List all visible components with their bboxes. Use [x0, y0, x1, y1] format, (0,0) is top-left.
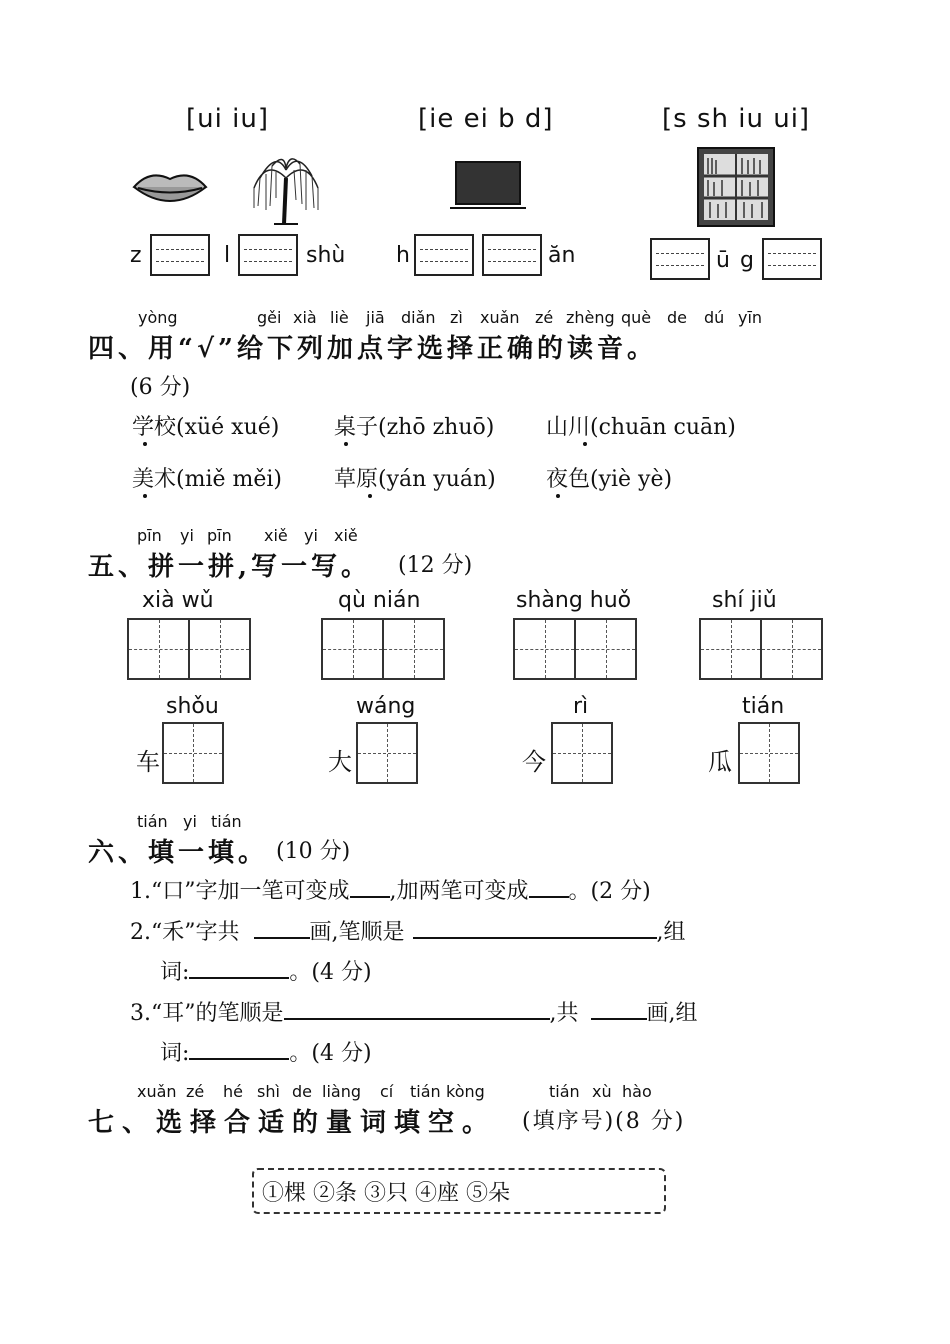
writing-grid[interactable] [574, 618, 637, 680]
writing-grid[interactable] [188, 618, 251, 680]
blackboard-picture [448, 158, 528, 214]
emphasis-dot [556, 494, 560, 498]
word-pinyin: qù nián [338, 588, 421, 613]
pinyin: xuǎn [137, 1082, 177, 1101]
bookshelf-picture [696, 146, 776, 228]
section6-title: 六、填一填。 [88, 838, 269, 868]
q1-text-b: ,加两笔可变成 [389, 879, 529, 904]
q1-text-a: 1.“口”字加一笔可变成 [130, 879, 350, 904]
pinyin: zì [450, 308, 463, 327]
pinyin-answer-box[interactable] [414, 234, 474, 276]
pinyin: què [621, 308, 652, 327]
pinyin: dú [704, 308, 725, 327]
bracket-group-2: [ie ei b d] [418, 104, 554, 134]
pinyin: yi [180, 526, 194, 545]
section7-title: 七、选择合适的量词填空。 [88, 1108, 497, 1138]
letter-l: l [224, 243, 231, 268]
base-char: 瓜 [708, 748, 732, 776]
writing-grid[interactable] [127, 618, 190, 680]
writing-grid[interactable] [551, 722, 613, 784]
writing-grid[interactable] [162, 722, 224, 784]
emphasis-dot [143, 442, 147, 446]
lips-picture [130, 165, 210, 215]
pinyin-answer-box[interactable] [762, 238, 822, 280]
pinyin-answer-box[interactable] [482, 234, 542, 276]
emphasis-dot [583, 442, 587, 446]
pinyin-shu: shù [306, 243, 346, 268]
pinyin: kòng [446, 1082, 485, 1101]
section6-score: (10 分) [276, 839, 351, 864]
bracket-group-3: [s sh iu ui] [662, 104, 811, 134]
emphasis-dot [344, 442, 348, 446]
q2-text-d: 词: [160, 960, 190, 985]
letter-z: z [130, 243, 142, 268]
char-pinyin: tián [742, 694, 785, 719]
pinyin: zhèng [566, 308, 615, 327]
pinyin: gěi [257, 308, 282, 327]
pinyin-an: ăn [548, 243, 576, 268]
pinyin: cí [380, 1082, 394, 1101]
q3-text-c: 画,组 [646, 1001, 698, 1026]
willow-tree-picture [246, 148, 326, 226]
answer-blank[interactable] [189, 1058, 289, 1060]
question-3 [130, 996, 698, 1027]
writing-grid[interactable] [382, 618, 445, 680]
answer-blank[interactable] [254, 937, 310, 939]
pinyin: diǎn [401, 308, 436, 327]
pinyin-answer-box[interactable] [238, 234, 298, 276]
answer-blank[interactable] [284, 1018, 550, 1020]
reading-item[interactable]: 学校(xüé xué) [132, 415, 280, 440]
char-pinyin: wáng [356, 694, 416, 719]
emphasis-dot [368, 494, 372, 498]
q1-text-c: 。(2 分) [568, 879, 651, 904]
measure-word-options: ①棵 ②条 ③只 ④座 ⑤朵 [262, 1181, 510, 1206]
pinyin: hào [622, 1082, 652, 1101]
q3-text-a: 3.“耳”的笔顺是 [130, 1001, 284, 1026]
pinyin: xiě [264, 526, 288, 545]
pinyin: shì [257, 1082, 280, 1101]
pinyin: de [292, 1082, 312, 1101]
pinyin: xiě [334, 526, 358, 545]
section7-score: (填序号)(8 分) [522, 1109, 686, 1134]
pinyin: pīn [137, 526, 162, 545]
answer-blank[interactable] [350, 896, 390, 898]
section4-score: (6 分) [130, 375, 191, 400]
pinyin: tián [137, 812, 168, 831]
section5-score: (12 分) [398, 553, 473, 578]
pinyin: hé [223, 1082, 243, 1101]
pinyin: liè [330, 308, 349, 327]
answer-blank[interactable] [413, 937, 657, 939]
pinyin: jiā [366, 308, 385, 327]
q2-text-a: 2.“禾”字共 [130, 920, 240, 945]
pinyin: yòng [138, 308, 178, 327]
char-pinyin: rì [573, 694, 589, 719]
pinyin-answer-box[interactable] [150, 234, 210, 276]
writing-grid[interactable] [356, 722, 418, 784]
bracket-group-1: [ui iu] [186, 104, 269, 134]
char-pinyin: shǒu [166, 694, 219, 719]
writing-grid[interactable] [513, 618, 576, 680]
base-char: 大 [328, 748, 352, 776]
writing-grid[interactable] [699, 618, 762, 680]
pinyin: de [667, 308, 687, 327]
letter-u: ū [716, 248, 730, 273]
question-2 [130, 915, 686, 946]
q3-text-b: ,共 [549, 1001, 579, 1026]
writing-grid[interactable] [738, 722, 800, 784]
q3-text-d: 词: [160, 1041, 190, 1066]
word-pinyin: xià wǔ [142, 588, 214, 613]
question-3-cont [160, 1036, 372, 1067]
q2-text-e: 。(4 分) [289, 960, 372, 985]
pinyin: xuǎn [480, 308, 520, 327]
pinyin: xià [293, 308, 317, 327]
q3-text-e: 。(4 分) [289, 1041, 372, 1066]
pinyin: pīn [207, 526, 232, 545]
reading-item[interactable]: 草原(yán yuán) [334, 467, 496, 492]
question-1 [130, 874, 651, 905]
base-char: 车 [136, 748, 160, 776]
word-pinyin: shí jiǔ [712, 588, 777, 613]
pinyin: yi [183, 812, 197, 831]
pinyin: tián [549, 1082, 580, 1101]
section5-title: 五、拼一拼,写一写。 [88, 552, 372, 582]
reading-item[interactable]: 美术(miě měi) [132, 467, 282, 492]
q2-text-c: ,组 [656, 920, 686, 945]
question-2-cont [160, 955, 372, 986]
pinyin: yīn [738, 308, 763, 327]
letter-h: h [396, 243, 410, 268]
pinyin: tián [410, 1082, 441, 1101]
pinyin: yi [304, 526, 318, 545]
base-char: 今 [522, 748, 546, 776]
answer-blank[interactable] [529, 896, 569, 898]
letter-g: g [740, 248, 754, 273]
pinyin-answer-box[interactable] [650, 238, 710, 280]
writing-grid[interactable] [760, 618, 823, 680]
writing-grid[interactable] [321, 618, 384, 680]
pinyin: tián [211, 812, 242, 831]
answer-blank[interactable] [591, 1018, 647, 1020]
reading-item[interactable]: 夜色(yiè yè) [546, 467, 673, 492]
section4-title: 四、用“√”给下列加点字选择正确的读音。 [88, 334, 657, 364]
answer-blank[interactable] [189, 977, 289, 979]
emphasis-dot [143, 494, 147, 498]
q2-text-b: 画,笔顺是 [309, 920, 405, 945]
pinyin: xù [592, 1082, 612, 1101]
pinyin: zé [535, 308, 554, 327]
pinyin: zé [186, 1082, 205, 1101]
word-pinyin: shàng huǒ [516, 588, 632, 613]
reading-item[interactable]: 山川(chuān cuān) [546, 415, 736, 440]
reading-item[interactable]: 桌子(zhō zhuō) [334, 415, 495, 440]
pinyin: liàng [322, 1082, 361, 1101]
